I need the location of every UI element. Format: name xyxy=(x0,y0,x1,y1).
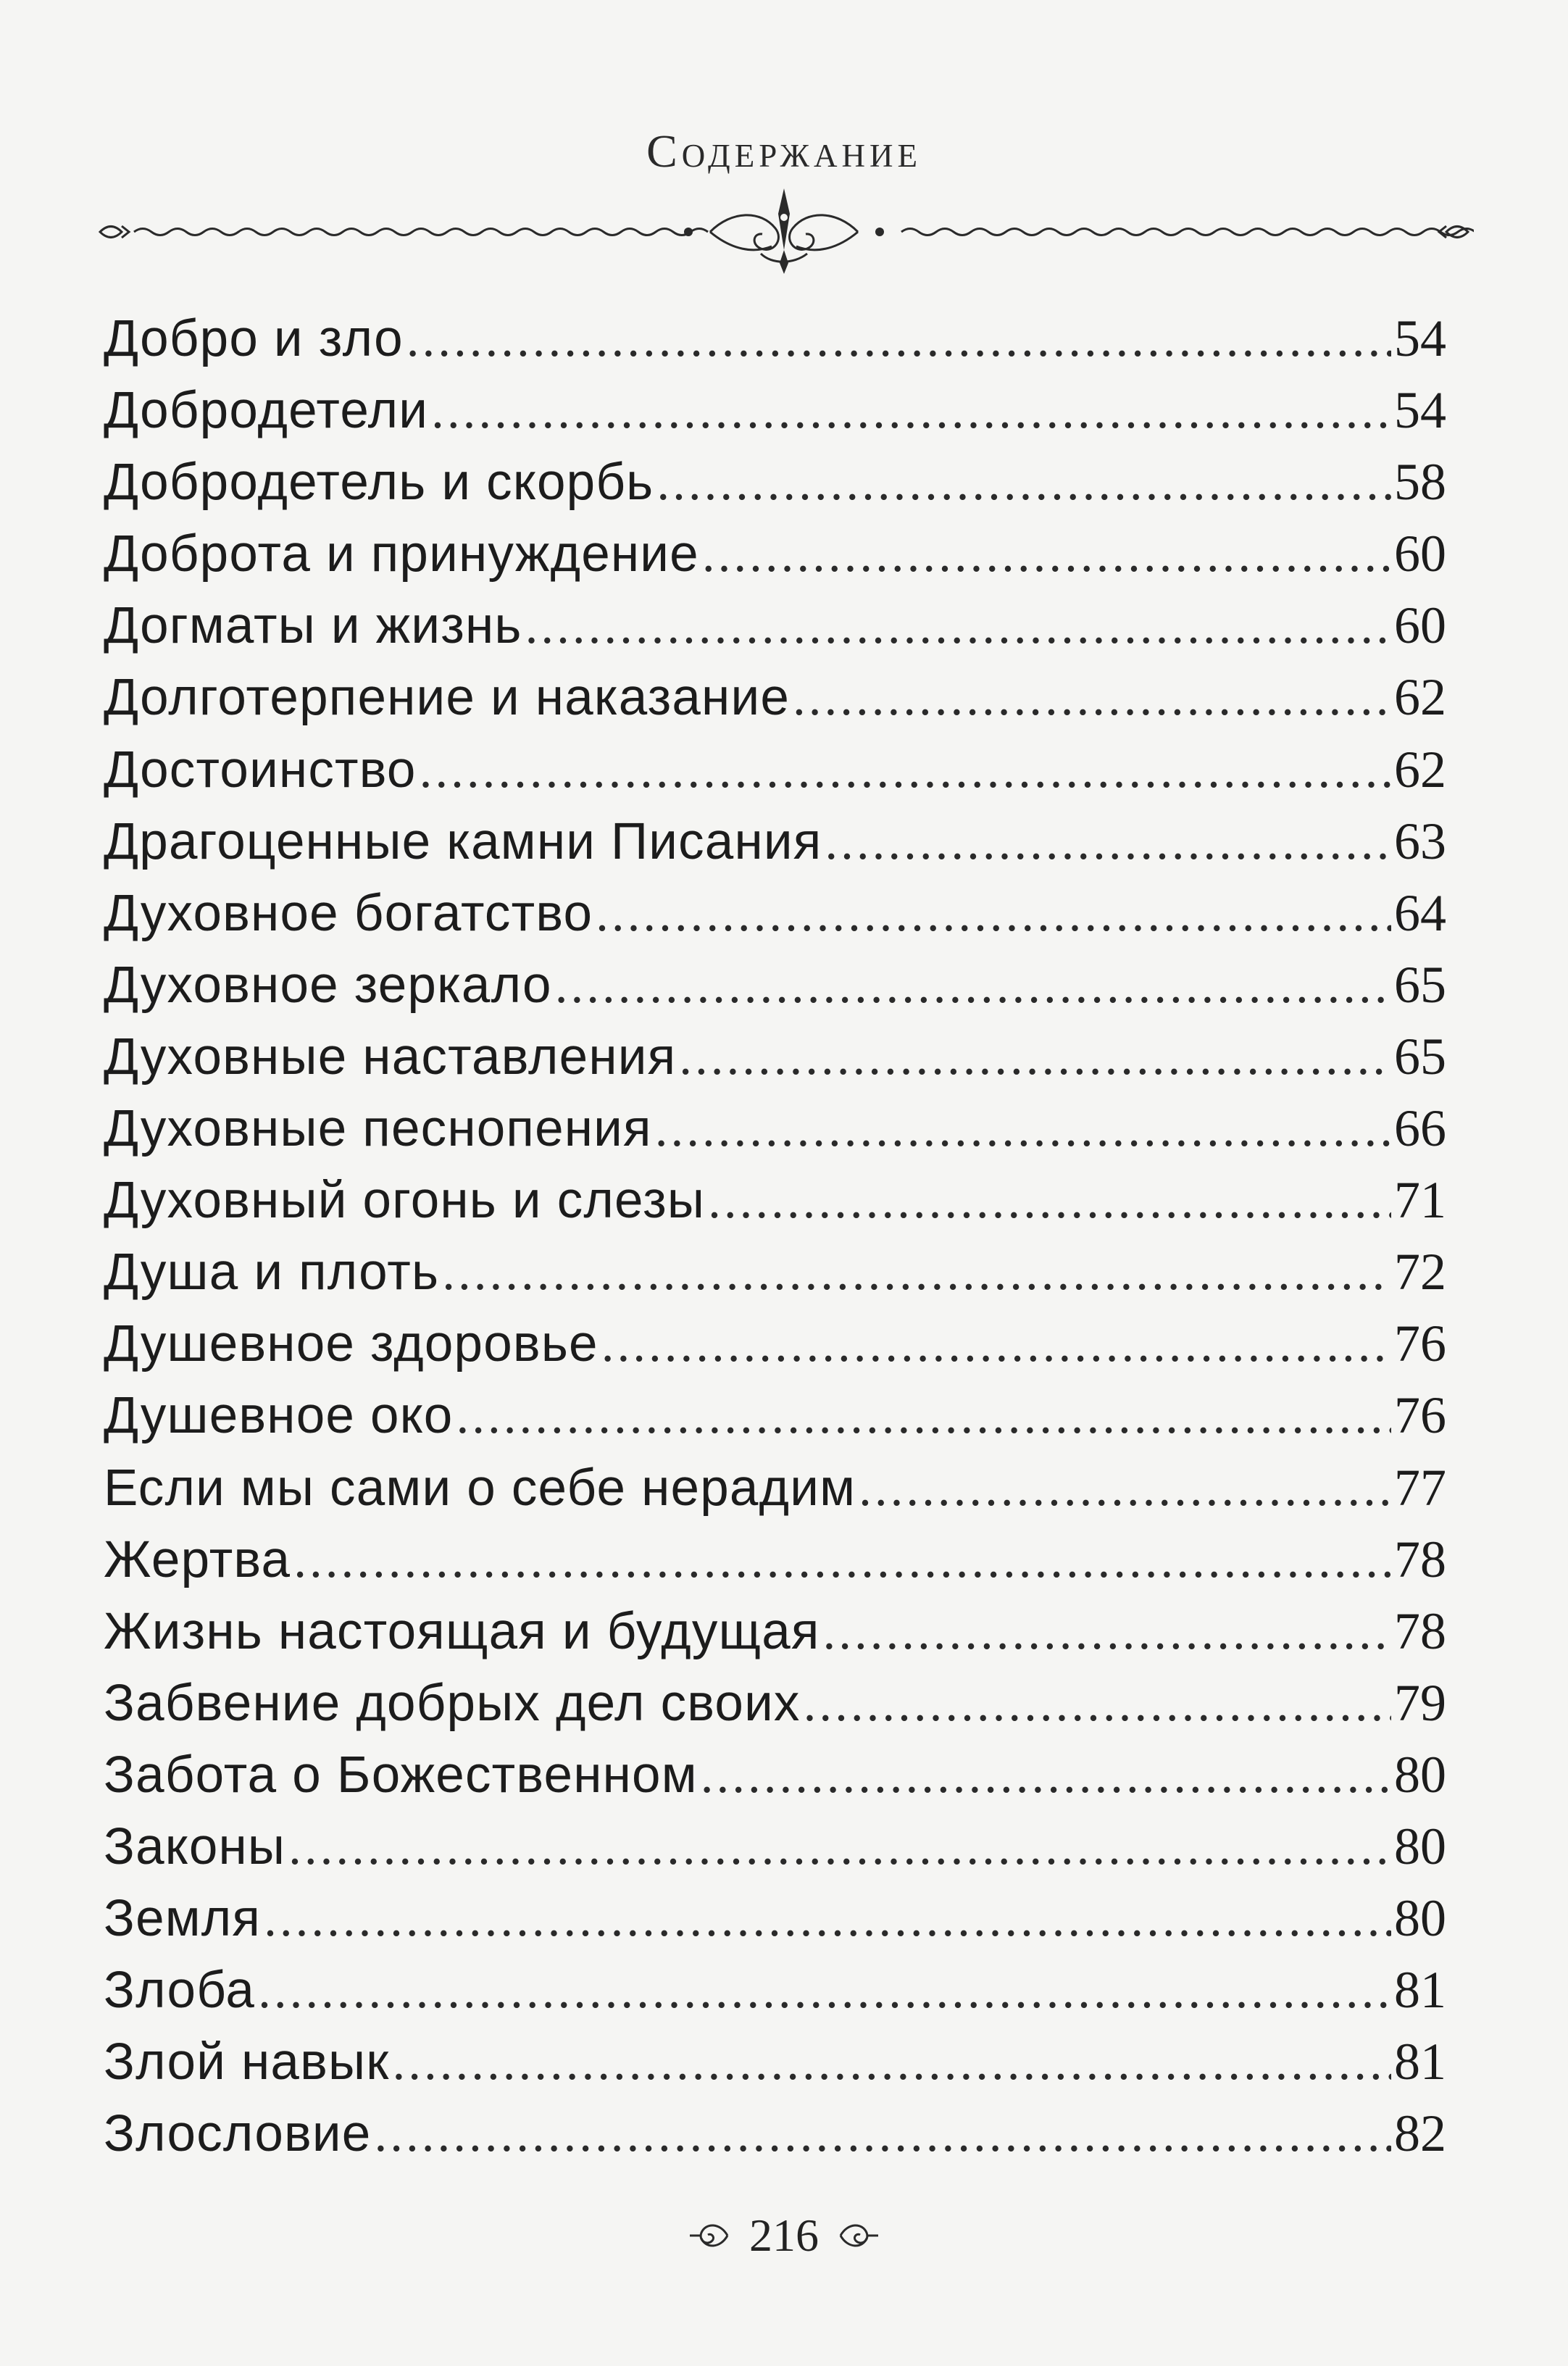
dot-leader xyxy=(708,1165,1391,1237)
toc-entry-page: 63 xyxy=(1394,812,1446,870)
toc-entry-page: 81 xyxy=(1394,2033,1446,2091)
dot-leader xyxy=(420,735,1391,807)
toc-entry-page: 77 xyxy=(1394,1458,1446,1517)
toc-entry xyxy=(104,1883,1446,1954)
dot-leader xyxy=(701,1740,1391,1812)
toc-entry-title: Драгоценные камни Писания xyxy=(104,812,822,870)
running-header: Содержание xyxy=(646,125,922,177)
toc-entry-title: Догматы и жизнь xyxy=(104,597,522,655)
toc-entry-page: 64 xyxy=(1394,883,1446,942)
toc-entry-title: Доброта и принуждение xyxy=(104,525,699,583)
toc-entry-page: 78 xyxy=(1394,1530,1446,1588)
toc-entry-title: Добродетель и скорбь xyxy=(104,454,654,512)
toc-entry xyxy=(104,1739,1446,1811)
toc-entry xyxy=(104,446,1446,518)
left-flourish-icon xyxy=(684,2214,735,2257)
page-number: 216 xyxy=(749,2209,819,2261)
toc-entry-page: 78 xyxy=(1394,1601,1446,1660)
toc-entry-title: Если мы сами о себе нерадим xyxy=(104,1459,856,1517)
toc-entry-page: 80 xyxy=(1394,1745,1446,1804)
dot-leader xyxy=(656,447,1391,519)
toc-entry-page: 76 xyxy=(1394,1315,1446,1373)
toc-entry-page: 60 xyxy=(1394,596,1446,655)
toc-entry xyxy=(104,734,1446,806)
toc-entry xyxy=(104,1524,1446,1596)
dot-leader xyxy=(804,1668,1391,1740)
dot-leader xyxy=(793,662,1391,734)
toc-entry xyxy=(104,590,1446,662)
dot-leader xyxy=(825,807,1391,878)
dot-leader xyxy=(525,591,1391,662)
right-flourish-icon xyxy=(833,2214,884,2257)
dot-leader xyxy=(823,1596,1391,1668)
toc-entry xyxy=(104,1596,1446,1667)
toc-entry-title: Злой навык xyxy=(104,2033,390,2091)
toc-entry-page: 79 xyxy=(1394,1673,1446,1732)
toc-entry-title: Злословие xyxy=(104,2105,372,2163)
toc-entry-page: 81 xyxy=(1394,1961,1446,2020)
toc-entry-page: 66 xyxy=(1394,1099,1446,1158)
toc-entry xyxy=(104,949,1446,1021)
toc-entry-title: Забота о Божественном xyxy=(104,1746,698,1804)
dot-leader xyxy=(555,950,1391,1022)
toc-entry-page: 76 xyxy=(1394,1386,1446,1445)
toc-entry-title: Добро и зло xyxy=(104,310,404,367)
toc-entry xyxy=(104,2026,1446,2098)
toc-entry-title: Жизнь настоящая и будущая xyxy=(104,1602,820,1660)
dot-leader xyxy=(596,878,1391,950)
toc-entry xyxy=(104,1811,1446,1883)
toc-entry-title: Земля xyxy=(104,1890,262,1948)
toc-entry-page: 80 xyxy=(1394,1889,1446,1948)
toc-entry xyxy=(104,1236,1446,1308)
toc-entry-page: 71 xyxy=(1394,1171,1446,1230)
table-of-contents xyxy=(104,303,1446,2170)
dot-leader xyxy=(288,1812,1391,1883)
dot-leader xyxy=(393,2027,1392,2099)
toc-entry-title: Жертва xyxy=(104,1530,291,1588)
toc-entry xyxy=(104,303,1446,375)
toc-entry xyxy=(104,1667,1446,1739)
page-footer xyxy=(0,2199,1568,2272)
dot-leader xyxy=(264,1883,1391,1955)
toc-entry-page: 65 xyxy=(1394,955,1446,1014)
toc-entry-title: Духовные песнопения xyxy=(104,1100,652,1158)
dot-leader xyxy=(293,1525,1391,1596)
toc-entry xyxy=(104,518,1446,590)
toc-entry-title: Долготерпение и наказание xyxy=(104,669,791,727)
dot-leader xyxy=(456,1380,1391,1452)
toc-entry xyxy=(104,2098,1446,2170)
toc-entry-page: 62 xyxy=(1394,740,1446,799)
toc-entry xyxy=(104,806,1446,878)
dot-leader xyxy=(859,1453,1391,1525)
toc-entry xyxy=(104,878,1446,949)
toc-entry-title: Духовный огонь и слезы xyxy=(104,1172,706,1230)
dot-leader xyxy=(374,2099,1391,2170)
toc-entry-title: Духовное зеркало xyxy=(104,956,552,1014)
toc-entry-page: 54 xyxy=(1394,309,1446,367)
toc-entry xyxy=(104,1093,1446,1165)
toc-entry-page: 80 xyxy=(1394,1817,1446,1875)
toc-entry-title: Духовное богатство xyxy=(104,884,593,942)
toc-entry xyxy=(104,1308,1446,1380)
toc-entry-page: 82 xyxy=(1394,2104,1446,2163)
toc-entry-title: Душевное здоровье xyxy=(104,1315,599,1373)
ornamental-divider xyxy=(94,181,1474,283)
toc-entry xyxy=(104,375,1446,446)
toc-entry-page: 58 xyxy=(1394,453,1446,512)
toc-entry-page: 65 xyxy=(1394,1027,1446,1086)
toc-entry-title: Душевное око xyxy=(104,1387,454,1445)
toc-entry-title: Законы xyxy=(104,1817,286,1875)
dot-leader xyxy=(258,1955,1391,2027)
toc-entry xyxy=(104,1021,1446,1093)
toc-entry xyxy=(104,1380,1446,1451)
toc-entry-page: 54 xyxy=(1394,381,1446,440)
toc-entry-title: Достоинство xyxy=(104,741,417,799)
dot-leader xyxy=(702,519,1391,591)
dot-leader xyxy=(679,1022,1391,1094)
toc-entry-page: 60 xyxy=(1394,525,1446,583)
dot-leader xyxy=(442,1237,1391,1309)
toc-entry-title: Душа и плоть xyxy=(104,1244,440,1301)
dot-leader xyxy=(655,1094,1391,1165)
toc-entry-title: Духовные наставления xyxy=(104,1028,677,1086)
toc-entry-page: 72 xyxy=(1394,1243,1446,1301)
dot-leader xyxy=(601,1309,1391,1380)
toc-entry xyxy=(104,1954,1446,2026)
toc-entry-title: Злоба xyxy=(104,1962,256,2020)
toc-entry xyxy=(104,1452,1446,1524)
toc-entry xyxy=(104,1165,1446,1236)
dot-leader xyxy=(406,304,1391,375)
toc-entry-title: Добродетели xyxy=(104,382,429,440)
toc-entry-page: 62 xyxy=(1394,668,1446,727)
toc-entry-title: Забвение добрых дел своих xyxy=(104,1674,801,1732)
toc-entry xyxy=(104,662,1446,733)
dot-leader xyxy=(431,375,1391,447)
